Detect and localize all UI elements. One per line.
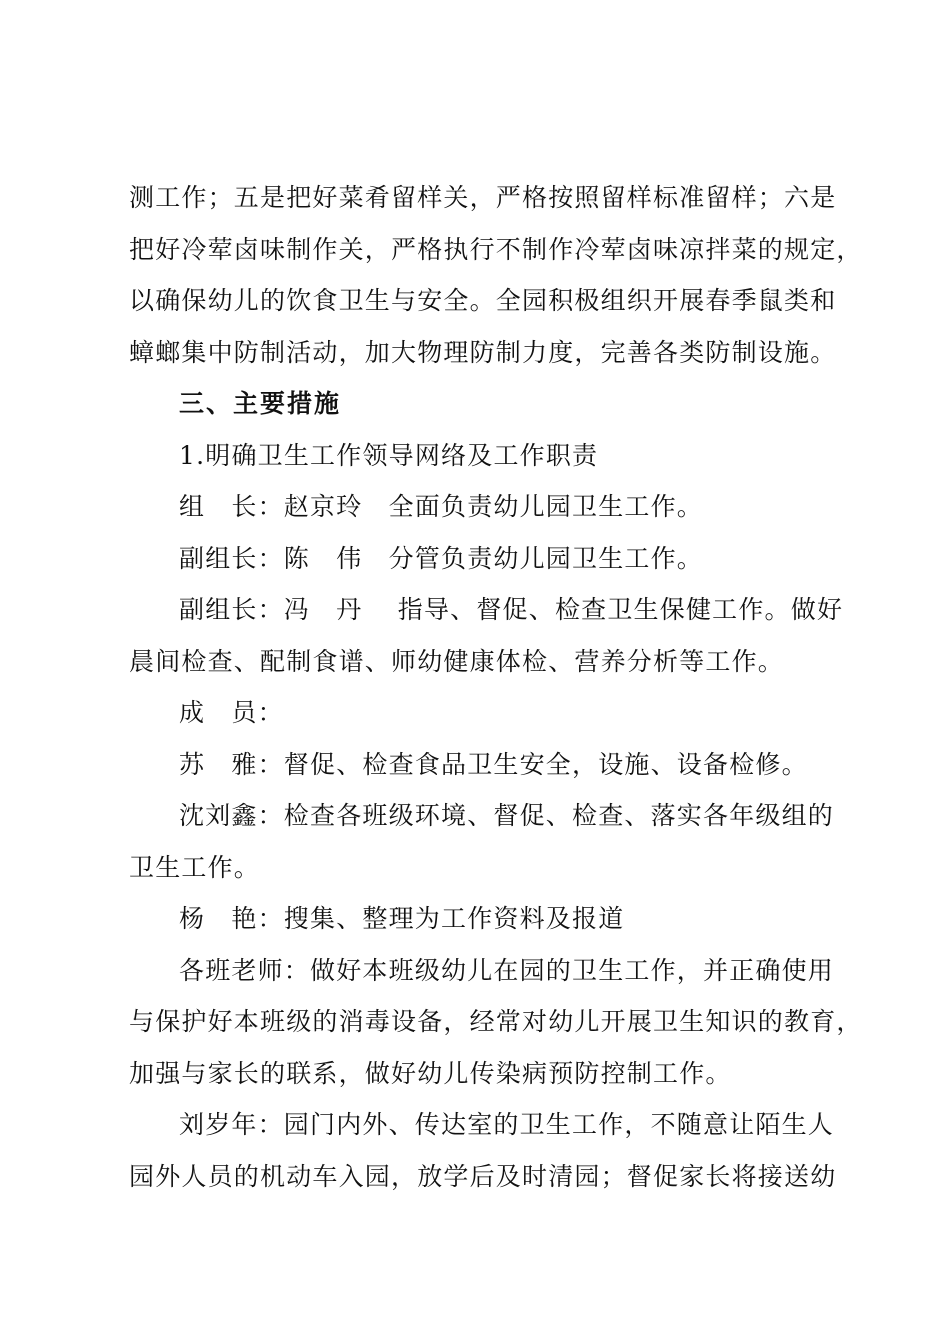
teachers-duty: 各班老师：做好本班级幼儿在园的卫生工作，并正确使用 xyxy=(179,955,835,985)
paragraph-line: 把好冷荤卤味制作关，严格执行不制作冷荤卤味凉拌菜的规定， xyxy=(129,234,863,264)
paragraph-line: 以确保幼儿的饮食卫生与安全。全园积极组织开展春季鼠类和 xyxy=(129,286,837,315)
member-shen: 沈刘鑫：检查各班级环境、督促、检查、落实各年级组的 xyxy=(179,801,835,830)
member-liu: 刘岁年：园门内外、传达室的卫生工作，不随意让陌生人 xyxy=(179,1110,835,1139)
paragraph-line: 蟑螂集中防制活动，加大物理防制力度，完善各类防制设施。 xyxy=(129,337,837,367)
member-liu-cont: 园外人员的机动车入园，放学后及时清园；督促家长将接送幼 xyxy=(129,1161,837,1191)
document-body xyxy=(129,172,863,1202)
paragraph-line: 测工作；五是把好菜肴留样关，严格按照留样标准留样；六是 xyxy=(129,183,837,212)
teachers-duty-cont: 与保护好本班级的消毒设备，经常对幼儿开展卫生知识的教育， xyxy=(129,1007,863,1036)
member-shen-cont: 卫生工作。 xyxy=(129,852,261,882)
member-su: 苏 雅：督促、检查食品卫生安全，设施、设备检修。 xyxy=(179,749,808,779)
section-heading: 三、主要措施 xyxy=(179,389,342,418)
member-yang: 杨 艳：搜集、整理为工作资料及报道 xyxy=(179,904,625,933)
role-deputy-1: 副组长：陈 伟 分管负责幼儿园卫生工作。 xyxy=(179,543,704,573)
teachers-duty-cont: 加强与家长的联系，做好幼儿传染病预防控制工作。 xyxy=(129,1058,732,1088)
role-leader: 组 长：赵京玲 全面负责幼儿园卫生工作。 xyxy=(179,492,704,521)
role-deputy-2-cont: 晨间检查、配制食谱、师幼健康体检、营养分析等工作。 xyxy=(129,646,785,676)
members-label: 成 员： xyxy=(179,698,284,727)
subheading: 1.明确卫生工作领导网络及工作职责 xyxy=(179,440,599,470)
role-deputy-2: 副组长：冯 丹 指导、督促、检查卫生保健工作。做好 xyxy=(179,595,844,624)
